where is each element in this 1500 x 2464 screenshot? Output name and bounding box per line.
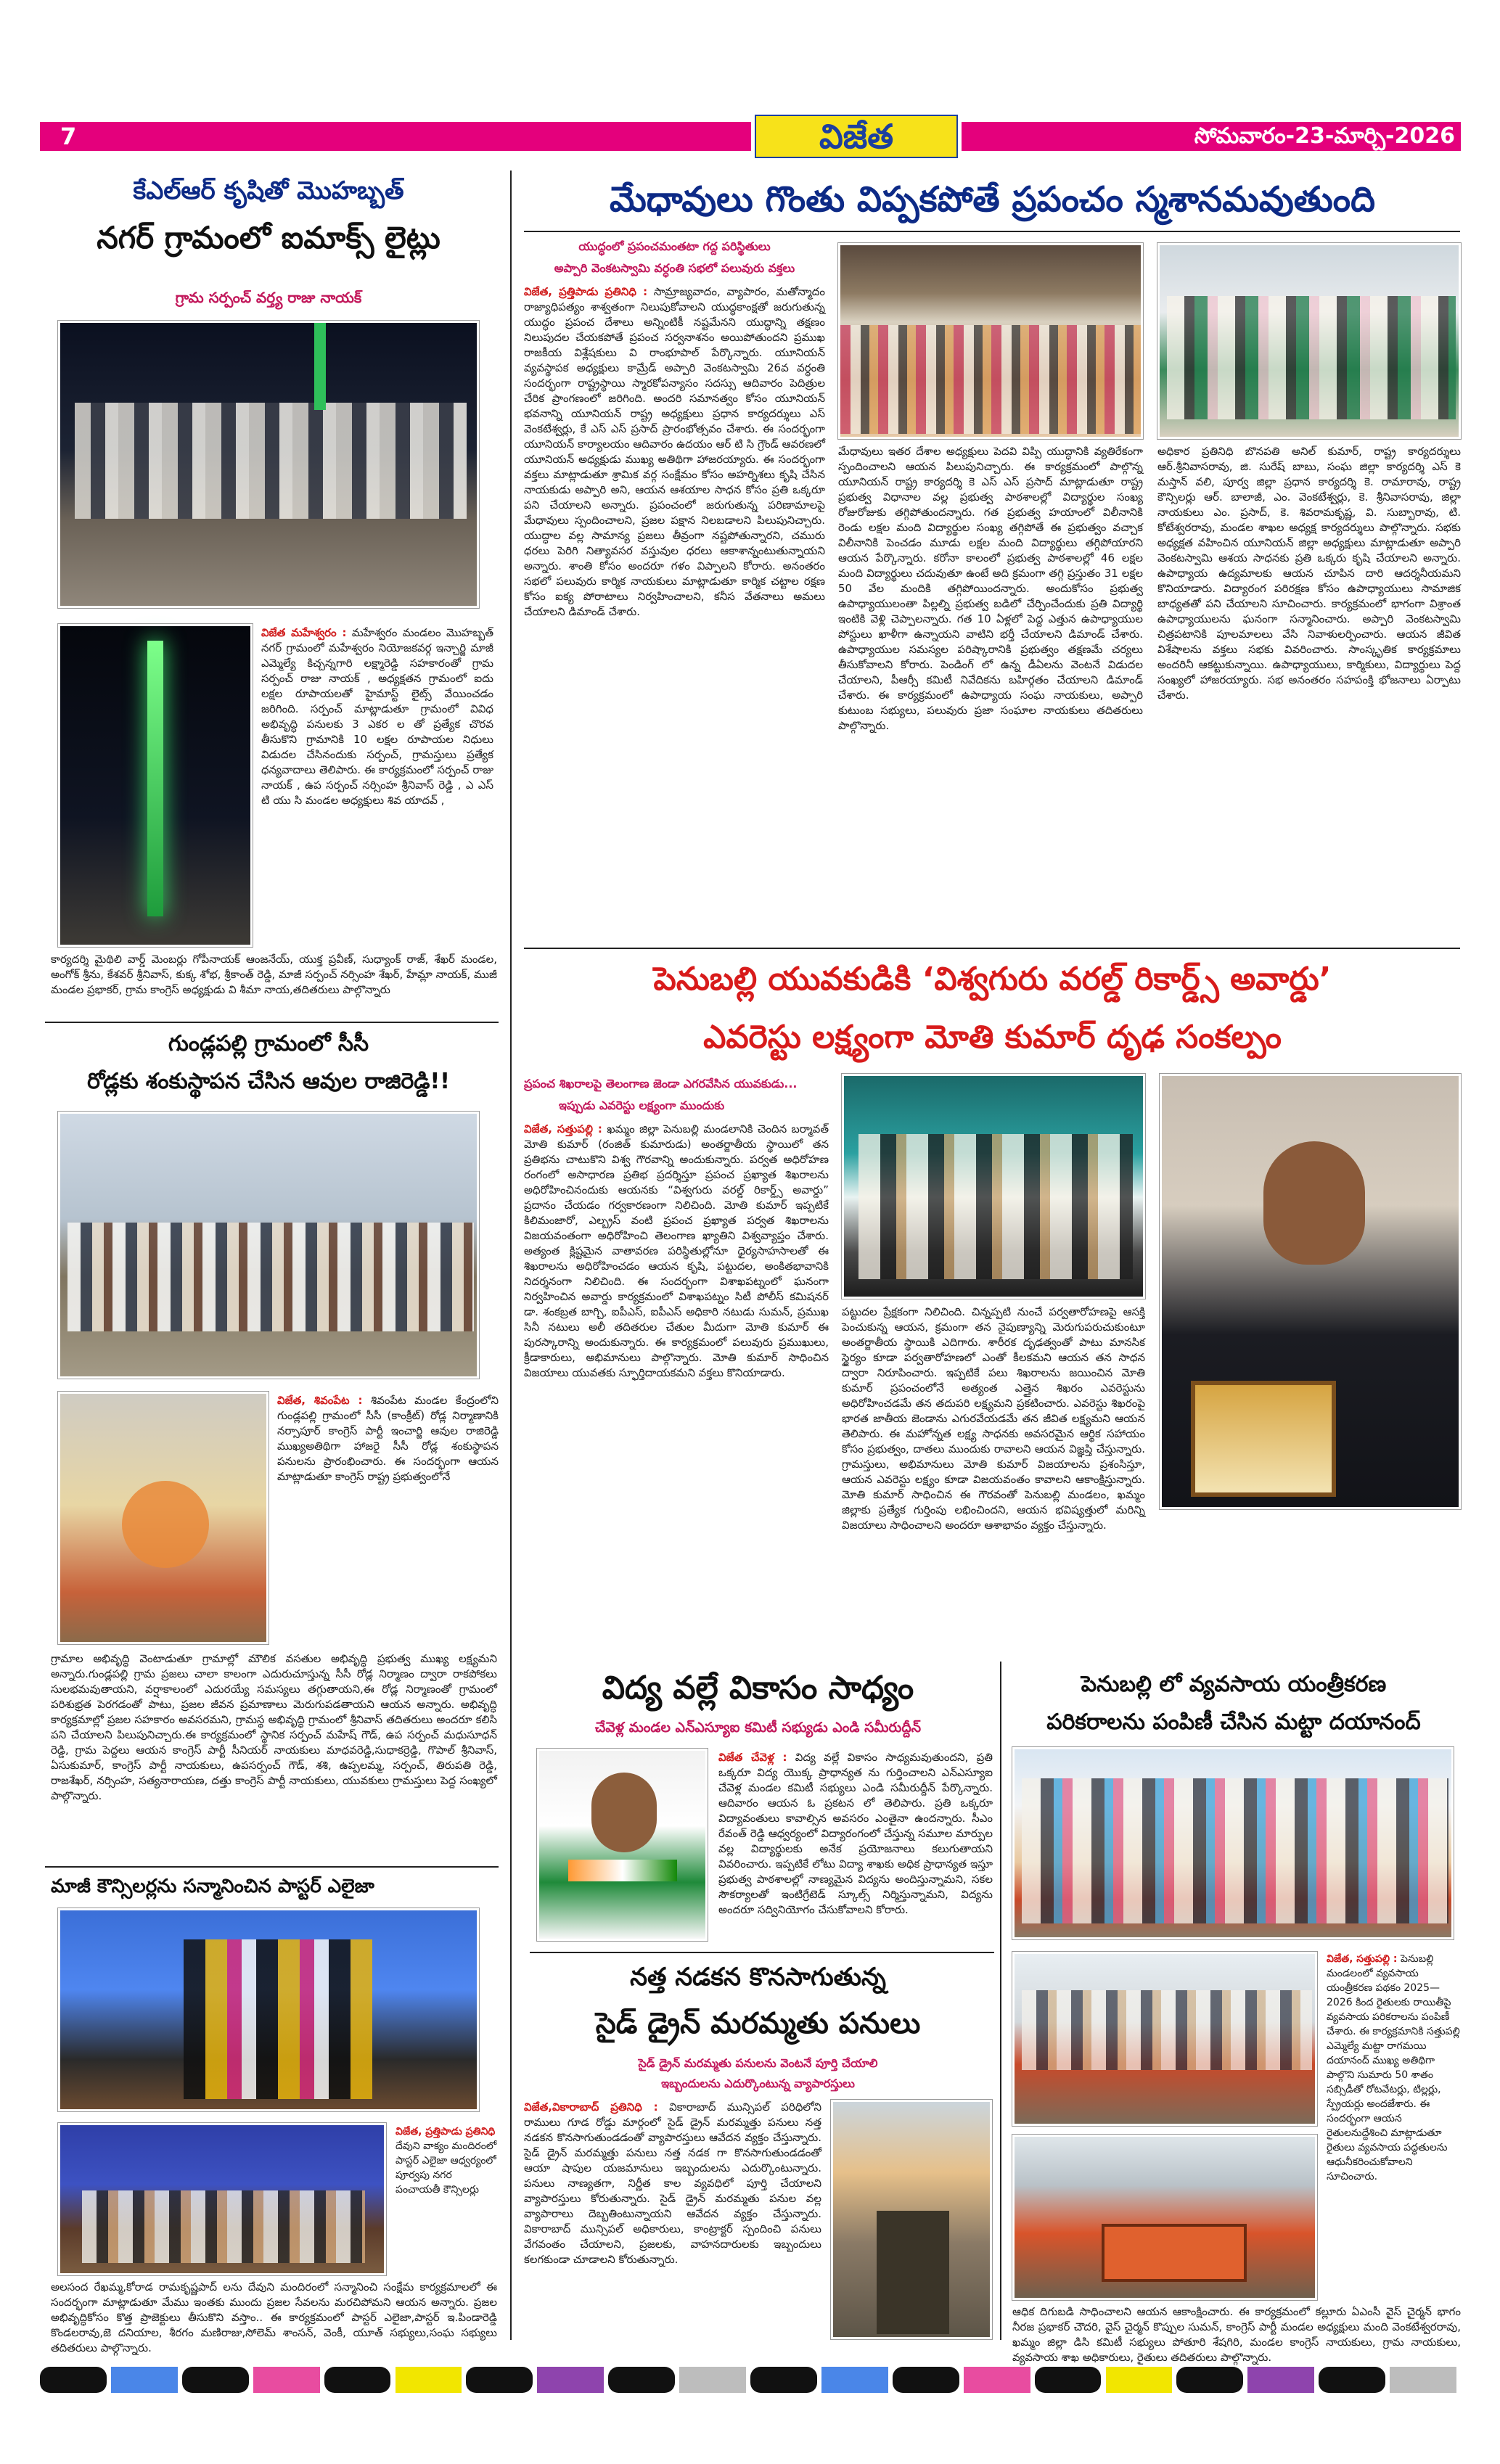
photo-highmast-night <box>58 624 253 947</box>
photo-audience-rows <box>840 325 1141 434</box>
color-swatch <box>679 2367 746 2393</box>
masthead <box>40 115 1461 158</box>
story3-headline: మాజీ కౌన్సిలర్లను సన్మానించిన పాస్టర్ ఎలైజా <box>51 1876 374 1897</box>
photo-stage-row <box>1167 296 1456 419</box>
photo-garland <box>122 1481 209 1568</box>
photo-cc-road-leader <box>58 1392 269 1644</box>
story1-headline-1: కేఎల్ఆర్ కృషితో మొహబ్బత్ <box>133 176 404 205</box>
story3-byline: విజేత, ప్రత్తిపాడు ప్రతినిధి <box>396 2126 496 2137</box>
color-swatch <box>1176 2367 1243 2393</box>
story2-headline-2: రోడ్లకు శంకుస్థాపన చేసిన ఆవుల రాజిరెడ్డి!! <box>87 1069 450 1094</box>
top-col1-text: సామ్రాజ్యవాదం, వ్యాపారం, మతోన్మాదం రాజ్యాధిపత్యం శాశ్వతంగా నిలుపుకోవాలని యుద్ధకాంక్షతో జరుగుతున్న యుద్ధం ప్రపంచ దేశాలు అన్నింటికీ నష్టమేనని యుద్ధాన్ని తక్షణం నిలుపుదల చేయకపోతే ప్రపంచ సర్వనాశనం అయిపోతుందని ప్రముఖ రాజకీయ విశ్లేషకులు వి రాంభూపాల్ పేర్కొన్నారు. యూనియన్ వ్యవస్థాపక అధ్యక్షులు కామ్రేడ్ అప్పారి వెంకటస్వామి 26వ వర్ధంతి సందర్భంగా రాష్ట్రస్థాయి స్మారకోపన్యాసం సదస్సు ఆదివారం పెదిత్రుల చేరిక ప్రాంగణంలో జరిగింది. అందరి సమానత్వం కోసం యూనియన్ భవనాన్ని యూనియన్ రాష్ట్ర అధ్యక్షులు ప్రధాన కార్యదర్శులు ఎస్ వెంకటేశ్వర్లు, కే ఎస్ ఎస్ ప్రసాద్ ప్రారంభోత్సవం చేశారు. ఈ సందర్భంగా యూనియన్ కార్యాలయం ఆదివారం ఉదయం ఆర్ టి సి గ్రౌండ్ ఆవరణలో యూనియన్ అధ్యక్షుడు ముఖ్య అతిథిగా హాజరయ్యారు. ఈ సందర్భంగా వక్తలు మాట్లాడుతూ శ్రామిక వర్గ సంక్షేమం కోసం అహర్నిశలు కృషి చేసిన నాయకుడు అప్పారి అని, ఆయన ఆశయాల సాధన కోసం ప్రతి ఒక్కరూ పని చేయాలని అన్నారు. ప్రపంచంలో జరుగుతున్న పరిణామాలపై మేధావులు స్పందించాలని, ప్రజల పక్షాన నిలబడాలని పిలుపునిచ్చారు. యుద్ధాల వల్ల సామాన్య ప్రజలు తీవ్రంగా నష్టపోతున్నారని, చమురు ధరలు పెరిగి నిత్యావసర వస్తువుల ధరలు ఆకాశాన్నంటుతున్నాయని అన్నారు. శాంతి కోసం అందరూ గళం విప్పాలని కోరారు. అనంతరం సభలో పలువురు కార్మిక నాయకులు మాట్లాడుతూ కార్మిక చట్టాల రక్షణ కోసం ఐక్య పోరాటాలు నిర్వహించాలని, కనీస వేతనాలు అమలు చేయాలని డిమాండ్ చేశారు. <box>524 285 825 618</box>
color-swatch <box>1106 2367 1173 2393</box>
vidya-headline: విద్య వల్లే వికాసం సాధ్యం <box>602 1670 914 1707</box>
story1-body-full: కార్యదర్శి మైథిలి వార్డ్ మెంబర్లు గోపీనాయక్ ఆంజనేయ్, యుక్త ప్రవీణ్, సుధ్యాంక్ రాజ్, శేఖర్ మండల, అంగోక్ శ్రీను, కేశవర్ శ్రీనివాస్, కుక్క శోభ, శ్రీకాంత్ రెడ్డి, మాజీ సర్పంచ్ నర్సింహ శేఖర్, హేమ్లా నాయక్, ముజీ మండల ప్రభాకర్, గ్రామ కాంగ్రెస్ అధ్యక్షుడు వి శీమా నాయ,తదితరులు పాల్గొన్నారు <box>51 953 497 996</box>
photo-agri-distribution <box>1012 1747 1454 1939</box>
rule-vidya <box>530 1952 994 1953</box>
photo-agri-people <box>1022 1778 1448 1923</box>
mid-headline-2: ఎవరెస్టు లక్ష్యంగా మోతి కుమార్ దృఢ సంకల్పం <box>703 1019 1282 1056</box>
color-swatch <box>964 2367 1030 2393</box>
photo-sameeruddin <box>537 1749 708 1941</box>
color-swatch <box>893 2367 959 2393</box>
rule-left-1 <box>45 1022 499 1023</box>
photo-pole <box>314 323 326 410</box>
rule-top-headline <box>524 231 1460 232</box>
top-col3: అధికార ప్రతినిధి బొనపతి అనిల్ కుమార్, రాష్ట్ర కార్యదర్శులు ఆర్.శ్రీనివాసరావు, జి. సురేష్ బాబు, సంఘ జిల్లా కార్యదర్శి ఎస్ కె మస్తాన్ వలి, పూర్వ జిల్లా ప్రధాన కార్యదర్శి కె. రామారావు, రాష్ట్ర కౌన్సిలర్లు ఆర్. బాలాజీ, ఎం. వెంకటేశ్వర్లు, కె. శ్రీనివాసరావు, జిల్లా నాయకులు ఎం. ప్రసాద్, కె. శివరామకృష్ణ, వి. సుబ్బారావు, టి. కోటేశ్వరరావు, మండల శాఖల అధ్యక్ష కార్యదర్శులు పాల్గొన్నారు. సభకు అధ్యక్షత వహించిన యూనియన్ జిల్లా అధ్యక్షులు మాట్లాడుతూ అప్పారి వెంకటస్వామి ఆశయ సాధనకు ప్రతి ఒక్కరు కృషి చేయాలని అన్నారు. ఉపాధ్యాయ ఉద్యమాలకు ఆయన చూపిన దారి ఆదర్శనీయమని కొనియాడారు. విద్యారంగ పరిరక్షణ కోసం ఉపాధ్యాయులు సామాజిక బాధ్యతతో పని చేయాలని సూచించారు. కార్యక్రమంలో భాగంగా విశ్రాంత ఉపాధ్యాయులను ఘనంగా సన్మానించారు. అప్పారి వెంకటస్వామి చిత్రపటానికి పూలమాలలు వేసి నివాళులర్పించారు. ఆయన జీవిత విశేషాలను వక్తలు సభకు వివరించారు. సాంస్కృతిక కార్యక్రమాలు అందరినీ ఆకట్టుకున్నాయి. ఉపాధ్యాయులు, కార్మికులు, విద్యార్థులు పెద్ద సంఖ్యలో హాజరయ్యారు. సభ అనంతరం సహపంక్తి భోజనాలు ఏర్పాటు చేశారు. <box>1157 445 1461 702</box>
photo-award-row <box>858 1134 1133 1279</box>
drain-headline-1: నత్త నడకన కొనసాగుతున్న <box>630 1963 886 1992</box>
photo-award-ceremony <box>842 1074 1145 1299</box>
photo-agri-machines <box>1012 2135 1317 2300</box>
photo-agri-tractor <box>1012 1952 1317 2126</box>
story3-body-full: అలసంద రేఖమ్మ,కోరాడ రామకృష్ణపాద్ లను దేవుని మందిరంలో సన్మానించి సంక్షేమ కార్యక్రమాలలో ఈ సందర్భంగా మాట్లాడుతూ మేము ఇంతకు ముందు ప్రజల సేవలను మరచిపోమని ఆయన అన్నారు. ప్రజల అభివృద్ధికోసం కొత్త ప్రాజెక్టులు తీసుకొని వస్తాం.. ఈ కార్యక్రమంలో పాస్టర్ ఎలైజా,పాస్టర్ ఇ.పిండారెడ్డి కొండలరావు,జె దనియాల, శీరగం మణిరాజు,సోలెమ్ శాంసన్, వెంకీ, యూత్ సభ్యులు,సంఘ సభ్యులు తదితరులు పాల్గొన్నారు. <box>51 2280 497 2354</box>
drain-body <box>524 2100 821 2339</box>
agri-body-full: ఆధిక దిగుబడి సాధించాలని ఆయన ఆకాంక్షించారు. ఈ కార్యక్రమంలో కల్లూరు ఏఎంసీ వైస్ చైర్మన్ భాగం నీరజ ప్రభాకర్ చౌదరి, వైస్ చైర్మన్ కొప్పుల సుమన్, కాంగ్రెస్ పార్టీ మండల అధ్యక్షులు మంది వెంకటేశ్వరరావు, ఖమ్మం జిల్లా డిసి కమిటీ సభ్యులు పోతూరి శేషగిరి, మండల కాంగ్రెస్ నాయకులు, గ్రామ నాయకులు, వ్యవసాయ శాఖ అధికారులు, రైతులు తదితరులు పాల్గొన్నారు. <box>1012 2305 1461 2364</box>
photo-moti-kumar-portrait <box>1160 1074 1461 1509</box>
story1-body-side-text: మహేశ్వరం మండలం మొహబ్బత్ నగర్ గ్రామంలో మహేశ్వరం నియోజకవర్గ ఇన్చార్జి మాజీ ఎమ్మెల్యే కిచ్చన్నగారి లక్ష్మారెడ్డి సహకారంతో గ్రామ సర్పంచ్ రాజు నాయక్ , అధ్యక్షతన గ్రామంలో ఐదు లక్షల రూపాయలతో హైమాస్ట్ లైట్స్ వేయించడం జరిగింది. సర్పంచ్ మాట్లాడుతూ గ్రామంలో వివిధ అభివృద్ధి పనులకు 3 ఎకర ల తో ప్రత్యేక చొరవ తీసుకొని గ్రామానికి 10 లక్షల రూపాయల నిధులు విడుదల చేసినందుకు సర్పంచ్, గ్రామస్తులు ప్రత్యేక ధన్యవాదాలు తెలిపారు. ఈ కార్యక్రమంలో సర్పంచ్ రాజు నాయక్ , ఉప సర్పంచ్ నర్సింహ శ్రీనివాస్ రెడ్డి , ఎ ఎస్ టి యు సి మండల అధ్యక్షులు శివ యాదవ్ , <box>261 626 493 807</box>
story3-body-side-text: దేవుని వాక్యం మందిరంలో పాస్టర్ ఎలైజా ఆధ్వర్యంలో పూర్వపు నగర పంచాయతీ కౌన్సిలర్లు <box>396 2140 497 2196</box>
color-swatch <box>750 2367 817 2393</box>
color-swatch <box>111 2367 178 2393</box>
date-line: సోమవారం-23-మార్చి-2026 <box>1194 123 1455 149</box>
color-swatch <box>253 2367 320 2393</box>
mid-col1 <box>524 1122 829 1651</box>
story3-body-side <box>396 2124 497 2277</box>
photo-seminar-audience <box>838 243 1143 439</box>
photo-pastor-stage <box>58 1908 479 2111</box>
logo-text: విజేత <box>819 117 894 156</box>
agri-byline: విజేత, సత్తుపల్లి : <box>1327 1953 1398 1965</box>
story2-byline: విజేత, శివంపేట : <box>277 1394 363 1407</box>
masthead-logo <box>755 115 958 158</box>
top-sub2: అప్పారి వెంకటస్వామి వర్ధంతి సభలో పలువురు వక్తలు <box>554 261 795 275</box>
photo-drain-trench <box>877 2211 949 2334</box>
color-swatch <box>324 2367 391 2393</box>
color-swatch <box>1247 2367 1314 2393</box>
color-swatch <box>1390 2367 1456 2393</box>
story2-headline-1: గుండ్లపల్లి గ్రామంలో సీసీ <box>168 1031 369 1056</box>
top-byline: విజేత, ప్రత్తిపాడు ప్రతినిధి : <box>524 285 648 298</box>
story2-body-side <box>277 1393 499 1647</box>
photo-people-band <box>75 403 467 519</box>
photo-highmast-group <box>58 321 479 608</box>
page-number: 7 <box>60 123 77 150</box>
agri-body-side <box>1327 1952 1461 2300</box>
drain-byline: విజేత,వికారాబాద్ ప్రతినిధి : <box>524 2100 658 2114</box>
mid-headline-1: పెనుబల్లి యువకుడికి ‘విశ్వగురు వరల్డ్ రికార్డ్స్ అవార్డు’ <box>653 961 1332 998</box>
agri-headline-1: పెనుబల్లి లో వ్యవసాయ యంత్రీకరణ <box>1081 1672 1387 1697</box>
top-headline: మేధావులు గొంతు విప్పకపోతే ప్రపంచం స్మశానమవుతుంది <box>610 179 1375 220</box>
top-col2: మేధావులు ఇతర దేశాల అధ్యక్షులు పెదవి విప్పి యుద్ధానికి వ్యతిరేకంగా స్పందించాలని ఆయన పిలుపునిచ్చారు. ఈ కార్యక్రమంలో పాల్గొన్న యూనియన్ రాష్ట్ర కార్యదర్శి కె ఎస్ ఎస్ ప్రసాద్ మాట్లాడుతూ రాష్ట్ర ప్రభుత్వ విధానాల వల్ల ప్రభుత్వ పాఠశాలల్లో విద్యార్థుల సంఖ్య రోజురోజుకు తగ్గిపోతుందన్నారు. గత ప్రభుత్వ హయాంలో విలీనానికి రెండు లక్షల మంది విద్యార్థుల సంఖ్య తగ్గిపోతే ఈ ప్రభుత్వం వచ్చాక విలీనానికి పెంచడం మూడు లక్షల మంది విద్యార్థులు తగ్గిపోయారని ఆయన పేర్కొన్నారు. కరోనా కాలంలో ప్రభుత్వ పాఠశాలల్లో 46 లక్షల మంది విద్యార్థులు చదువుతూ ఉంటే అది క్రమంగా తగ్గి ప్రస్తుతం 31 లక్షల 50 వేల మందికి తగ్గిపోయిందన్నారు. అందుకోసం ప్రభుత్వ ఉపాధ్యాయులంతా పిల్లల్ని ప్రభుత్వ బడిలో చేర్పించేందుకు ప్రతి విద్యార్థి ఇంటికి వెళ్లి చెప్పాలన్నారు. గత 10 ఏళ్లలో పెద్ద ఎత్తున ఉపాధ్యాయుల పోస్టులు ఖాళీగా ఉన్నాయని వాటిని భర్తీ చేయాలని డిమాండ్ చేశారు. ఉపాధ్యాయుల సమస్యల పరిష్కారానికి ప్రభుత్వం తక్షణమే చర్యలు తీసుకోవాలని కోరారు. పెండింగ్ లో ఉన్న డీఏలను వెంటనే విడుదల చేయాలని, పీఆర్సీ కమిటీ నివేదికను బహిర్గతం చేయాలని డిమాండ్ చేశారు. ఈ కార్యక్రమంలో ఉపాధ్యాయ సంఘ నాయకులు, అప్పారి కుటుంబ సభ్యులు, పలువురు ప్రజా సంఘాల నాయకులు తదితరులు పాల్గొన్నారు. <box>838 445 1143 732</box>
photo-sameer-scarf <box>568 1860 677 1881</box>
color-swatch <box>182 2367 249 2393</box>
photo-face <box>1263 1141 1365 1265</box>
top-col1 <box>524 284 825 941</box>
story1-headline-2: నగర్ గ్రామంలో ఐమాక్స్ లైట్లు <box>97 220 440 255</box>
color-swatch <box>537 2367 604 2393</box>
photo-hall-people <box>82 2190 365 2263</box>
vidya-sub: చేవెళ్ల మండల ఎన్ఎస్యూఐ కమిటీ సభ్యుడు ఎండి సమీరుద్దీన్ <box>594 1720 922 1736</box>
photo-seminar-stage <box>1157 243 1461 439</box>
photo-sameer-face <box>591 1773 657 1852</box>
photo-cc-road-group <box>58 1112 479 1379</box>
photo-pole-glow <box>147 641 163 916</box>
mid-sub2: ఇప్పుడు ఎవరెస్టు లక్ష్యంగా ముందుకు <box>559 1098 725 1112</box>
rule-left-column <box>510 171 512 2340</box>
photo-drain-works <box>831 2100 992 2339</box>
agri-headline-2: పరికరాలను పంపిణీ చేసిన మట్టా దయానంద్ <box>1046 1709 1421 1735</box>
vidya-body-text: విద్య వల్లే వికాసం సాధ్యమవుతుందని, ప్రతి ఒక్కరూ విద్య యొక్క ప్రాధాన్యత ను గుర్తించాలని ఎన్ఎస్యూఐ చేవెళ్ల మండల కమిటీ సభ్యులు ఎండి సమీరుద్దీన్ పేర్కొన్నారు. ఆదివారం ఆయన ఓ ప్రకటన లో తెలిపారు. ప్రతి ఒక్కరూ విద్యావంతులు కావాల్సిన అవసరం ఎంతైనా ఉందన్నారు. సీఎం రేవంత్ రెడ్డి ఆధ్వర్యంలో విద్యారంగంలో చేస్తున్న సమూల మార్పుల వల్ల విద్యార్థులకు అనేక ప్రయోజనాలు కలుగుతాయని వివరించారు. ఇప్పటికే లోటు విద్యా శాఖకు అధిక ప్రాధాన్యత ఇస్తూ ప్రభుత్వ పాఠశాలల్లో నాణ్యమైన విద్యను అందిస్తున్నామని, సకల సౌకర్యాలతో ఇంటిగ్రేటెడ్ స్కూల్స్ నిర్మిస్తున్నామని, విద్యను అందరూ సద్వినియోగం చేసుకోవాలని కోరారు. <box>718 1751 993 1916</box>
mid-col2: పట్టుదల ప్రేక్షకంగా నిలిచింది. చిన్నప్పటి నుంచే పర్వతారోహణపై ఆసక్తి పెంచుకున్న ఆయన, క్రమంగా తన నైపుణ్యాన్ని మెరుగుపరుచుకుంటూ అంతర్జాతీయ స్థాయికి ఎదిగారు. శారీరక దృఢత్వంతో పాటు మానసిక స్థైర్యం కూడా పర్వతారోహణలో ఎంతో కీలకమని ఆయన తన సాధన ద్వారా నిరూపించారు. ఇప్పటికే పలు శిఖరాలను జయించిన మోతి కుమార్ ప్రపంచంలోనే అత్యంత ఎత్తైన శిఖరం ఎవరెస్టును అధిరోహించడమే తన తదుపరి లక్ష్యమని ప్రకటించారు. ఎవరెస్టు శిఖరంపై భారత జాతీయ జెండాను ఎగురవేయడమే తన జీవిత లక్ష్యమని ఆయన తెలిపారు. ఈ మహోన్నత లక్ష్య సాధనకు అవసరమైన ఆర్థిక సహాయం కోసం ప్రభుత్వం, దాతలు ముందుకు రావాలని ఆయన విజ్ఞప్తి చేస్తున్నారు. గ్రామస్తులు, అభిమానులు మోతి కుమార్ విజయాలను ప్రశంసిస్తూ, ఆయన ఎవరెస్టు లక్ష్యం కూడా విజయవంతం కావాలని ఆకాంక్షిస్తున్నారు. మోతి కుమార్ సాధించిన ఈ గౌరవంతో పెనుబల్లి మండలం, ఖమ్మం జిల్లాకు ప్రత్యేక గుర్తింపు లభించిందని, ఆయన భవిష్యత్తులో మరిన్ని విజయాలు సాధించాలని అందరూ ఆశాభావం వ్యక్తం చేస్తున్నారు. <box>842 1305 1145 1532</box>
photo-stage-people <box>184 1939 372 2099</box>
color-swatch <box>821 2367 888 2393</box>
photo-pastor-hall <box>58 2123 386 2275</box>
color-swatch <box>1035 2367 1102 2393</box>
vidya-byline: విజేత చేవెళ్ల : <box>718 1751 787 1764</box>
color-swatch <box>396 2367 462 2393</box>
vidya-body <box>718 1750 993 1947</box>
masthead-bar-left <box>40 122 751 151</box>
photo-agri-crowd <box>1022 1990 1312 2070</box>
color-swatch <box>1319 2367 1385 2393</box>
drain-body-text: వికారాబాద్ మున్సిపల్ పరిధిలోని రాములు గూడ రోడ్డు మార్గంలో సైడ్ డ్రైన్ మరమ్మత్తు పనులు నత్త నడకన కొనసాగుతుండడంతో వ్యాపారస్తులు ఆవేదన వ్యక్తం చేస్తున్నారు. సైడ్ డ్రైన్ మరమ్మత్తు పనులు నత్త నడక గా కొనసాగుతుండడంతో ఆయా షాపుల యజమానులు ఇబ్బందులను ఎదుర్కొంటున్నారు. పనులు నాణ్యతగా, నిర్ణీత కాల వ్యవధిలో పూర్తి చేయాలని వ్యాపారస్తులు కోరుతున్నారు. సైడ్ డ్రైన్ మరమ్మతు పనుల వల్ల వ్యాపారాలు దెబ్బతింటున్నాయని ఆవేదన వ్యక్తం చేస్తున్నారు. వికారాబాద్ మున్సిపల్ అధికారులు, కాంట్రాక్టర్ స్పందించి పనులు వేగవంతం చేయాలని, ప్రజలకు, వాహనదారులకు ఇబ్బందులు కలగకుండా చూడాలని కోరుతున్నారు. <box>524 2100 821 2266</box>
mid-col1-text: ఖమ్మం జిల్లా పెనుబల్లి మండలానికి చెందిన బర్మావత్ మోతి కుమార్ (రంజిత్ కుమారుడు) అంతర్జాతీయ స్థాయిలో తన ప్రతిభను చాటుకొని విశ్వ గౌరవాన్ని అందుకున్నారు. పర్వత అధిరోహణ రంగంలో అసాధారణ ప్రతిభ ప్రదర్శిస్తూ ప్రపంచ ప్రఖ్యాత శిఖరాలను అధిరోహించినందుకు ఆయనకు “విశ్వగురు వరల్డ్ రికార్డ్స్ అవార్డు” ప్రదానం చేయడం గర్వకారణంగా నిలిచింది. మోతి కుమార్ ఇప్పటికే కిలిమంజారో, ఎల్బ్రస్ వంటి ప్రపంచ ప్రఖ్యాత పర్వత శిఖరాలను విజయవంతంగా అధిరోహించి తెలంగాణ ఖ్యాతిని విశ్వవ్యాప్తం చేశారు. అత్యంత క్లిష్టమైన వాతావరణ పరిస్థితుల్లోనూ ధైర్యసాహసాలతో ఈ శిఖరాలను అధిరోహించడం ఆయన కృషి, పట్టుదల, అంకితభావానికి నిదర్శనంగా నిలిచింది. ఈ సందర్భంగా విశాఖపట్నంలో ఘనంగా నిర్వహించిన అవార్డు కార్యక్రమంలో విశాఖపట్నం సిటీ పోలీస్ కమిషనర్ డా. శంకబ్రత బాగ్చి, ఐపీఎస్, ఐపీఎస్ అధికారి నటుడు సుమన్, ప్రముఖ సినీ నటులు అలీ తదితరుల చేతుల మీదుగా మోతి కుమార్ ఈ పురస్కారాన్ని అందుకున్నారు. ఈ కార్యక్రమంలో పలువురు ప్రముఖులు, క్రీడాకారులు, అభిమానులు పాల్గొన్నారు. మోతి కుమార్ సాధించిన విజయాలు యువతకు స్ఫూర్తిదాయకమని వక్తలు కొనియాడారు. <box>524 1122 829 1379</box>
photo-crowd <box>67 1223 474 1331</box>
color-swatch <box>40 2367 107 2393</box>
story1-body-side <box>261 625 493 948</box>
story1-byline: విజేత మహేశ్వరం : <box>261 626 347 639</box>
mid-sub1: ప్రపంచ శిఖరాలపై తెలంగాణ జెండా ఎగరవేసిన యువకుడు... <box>524 1077 798 1091</box>
rule-mid-top <box>524 948 1460 949</box>
drain-sub-a: సైడ్ డ్రైన్ మరమ్మతు పనులను వెంటనే పూర్తి చేయాలి <box>638 2056 878 2070</box>
drain-sub-b: ఇబ్బందులను ఎదుర్కొంటున్న వ్యాపారస్తులు <box>661 2077 855 2090</box>
color-swatch <box>608 2367 675 2393</box>
story2-body-full: గ్రామాల అభివృద్ధి వెంటాడుతూ గ్రామాల్లో మౌలిక వసతుల అభివృద్ధి ప్రభుత్వ ముఖ్య లక్ష్యమని అన్నారు.గుండ్లపల్లి గ్రామ ప్రజలు చాలా కాలంగా ఎదురుచూస్తున్న సీసీ రోడ్ల నిర్మాణం ద్వారా రాకపోకలు సులభమవుతాయని, వర్షాకాలంలో ఎదురయ్యే సమస్యలు తగ్గుతాయని,ఈ రోడ్ల నిర్మాణంతో గ్రామంలో పరిశుభ్రత పెరగడంతో పాటు, ప్రజల జీవన ప్రమాణాలు మెరుగుపడతాయని ఆయన అన్నారు. అభివృద్ధి కార్యక్రమాల్లో ప్రజల సహకారం అవసరమని, గ్రామస్థ అభివృద్ధి గ్రామంలో శ్రీనివాస్ తదితరులు అందరూ కలిసి పని చేయాలని పిలుపునిచ్చారు.ఈ కార్యక్రమంలో స్థానిక సర్పంచ్ మహేష్ గౌడ్, ఉప సర్పంచ్ మధుసూధన్ రెడ్డి, గ్రామ పెద్దలు ఆయన కాంగ్రెస్ పార్టీ సీనియర్ నాయకులు మాధవరెడ్డి,సుధాకర్రెడ్డి, గొపాల్ శ్రీనివాస్, ఏసుకుమార్, కాంగ్రెస్ పార్టీ నాయకులు, ఉపసర్పంచ్ గౌడ్, శశి, ఉప్పలమ్మ, సర్పంచ్, తిరుపతి రెడ్డి, రాజశేఖర్, నర్సింహ, సత్యనారాయణ, దత్తు కాంగ్రెస్ పార్టీ నాయకులు, యువకులు గ్రామస్తులు పెద్ద సంఖ్యలో పాల్గొన్నారు. <box>51 1652 497 1802</box>
story2-body-side-text: శివంపేట మండల కేంద్రంలోని గుండ్లపల్లి గ్రామంలో సీసీ (కాంక్రీట్) రోడ్ల నిర్మాణానికి నర్సాపూర్ కాంగ్రెస్ పార్టీ ఇంచార్జి ఆవుల రాజిరెడ్డి ముఖ్యఅతిథిగా హాజరై సీసీ రోడ్ల శంకుస్థాపన పనులను ప్రారంభించారు. ఈ సందర్భంగా ఆయన మాట్లాడుతూ కాంగ్రెస్ రాష్ట్ర ప్రభుత్వంలోనే <box>277 1394 499 1483</box>
top-sub1: యుద్ధంలో ప్రపంచమంతటా గద్ద పరిస్థితులు <box>578 239 771 253</box>
photo-rotavator <box>1102 2224 1247 2282</box>
color-swatch <box>466 2367 533 2393</box>
agri-body-side-text: పెనుబల్లి మండలంలో వ్యవసాయ యంత్రీకరణ పథకం 2025—2026 కింద రైతులకు రాయితీపై వ్యవసాయ పరికరాలను పంపిణీ చేశారు. ఈ కార్యక్రమానికి సత్తుపల్లి ఎమ్మెల్యే మట్టా రాగమయి దయానంద్ ముఖ్య అతిథిగా పాల్గొని సుమారు 50 శాతం సబ్సిడీతో రోటవేటర్లు, టిల్లర్లు, స్ప్రేయర్లు అందజేశారు. ఈ సందర్భంగా ఆయన రైతులనుద్దేశించి మాట్లాడుతూ రైతులు వ్యవసాయ పద్ధతులను ఆధునీకరించుకోవాలని సూచించారు. <box>1327 1953 1460 2182</box>
mid-byline: విజేత, సత్తుపల్లి : <box>524 1122 602 1136</box>
photo-certificate <box>1191 1381 1336 1497</box>
drain-headline-2: సైడ్ డ్రైన్ మరమ్మతు పనులు <box>595 2007 921 2040</box>
rule-left-2 <box>45 1866 499 1868</box>
story1-subhead: గ్రామ సర్పంచ్ వర్త్య రాజు నాయక్ <box>175 289 362 306</box>
color-bar <box>40 2367 1461 2393</box>
rule-lower-middle <box>1000 1662 1001 2340</box>
